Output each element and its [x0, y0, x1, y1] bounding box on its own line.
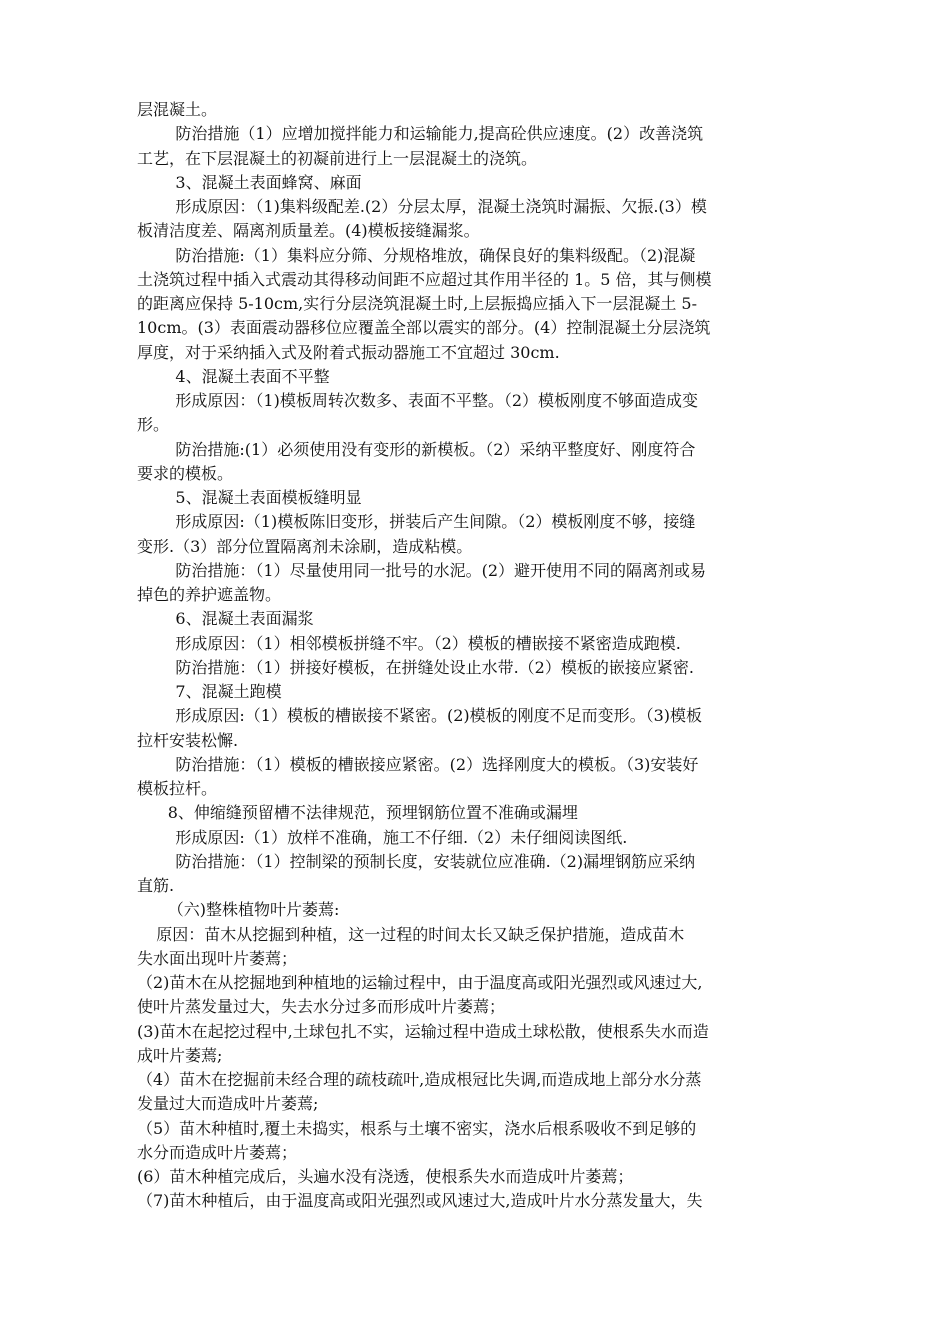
text-line: （2)苗木在从挖掘地到种植地的运输过程中，由于温度高或阳光强烈或风速过大, [137, 973, 703, 992]
text-line: 拉杆安装松懈. [137, 730, 239, 750]
text-line: 形成原因：（1)模板周转次数多、表面不平整。（2）模板刚度不够面造成变 [175, 391, 698, 410]
text-line: 层混凝土。 [137, 100, 218, 119]
text-line: 形成原因：（1)集料级配差.(2）分层太厚，混凝土浇筑时漏振、欠振.(3）模 [175, 197, 707, 216]
text-line: （7)苗木种植后，由于温度高或阳光强烈或风速过大,造成叶片水分蒸发量大，失 [137, 1191, 703, 1211]
text-line: 板清洁度差、隔离剂质量差。(4)模板接缝漏浆。 [137, 221, 480, 241]
text-line: 防治措施:(1）必须使用没有变形的新模板。（2）采纳平整度好、刚度符合 [175, 439, 696, 459]
text-line: （5）苗木种植时,覆土未捣实，根系与土壤不密实，浇水后根系吸收不到足够的 [137, 1118, 697, 1138]
text-line: (3)苗木在起挖过程中,土球包扎不实，运输过程中造成土球松散，使根系失水而造 [137, 1021, 709, 1041]
text-line: 成叶片萎蔫; [137, 1045, 223, 1065]
text-line: 防治措施：（1）控制梁的预制长度，安装就位应准确.（2)漏埋钢筋应采纳 [175, 851, 696, 871]
text-line: 防治措施（1）应增加搅拌能力和运输能力,提高砼供应速度。(2）改善浇筑 [175, 124, 704, 144]
text-line: 工艺，在下层混凝土的初凝前进行上一层混凝土的浇筑。 [137, 148, 538, 168]
text-line: 要求的模板。 [137, 463, 234, 483]
text-line: 5、混凝土表面模板缝明显 [175, 488, 362, 507]
text-line: 变形.（3）部分位置隔离剂未涂刷，造成粘模。 [137, 536, 473, 556]
text-line: 厚度，对于采纳插入式及附着式振动器施工不宜超过 30cm. [137, 342, 560, 362]
text-line: 发量过大而造成叶片萎蔫; [137, 1094, 319, 1114]
body-text [137, 98, 815, 1214]
text-line: 6、混凝土表面漏浆 [175, 609, 314, 629]
text-line: 土浇筑过程中插入式震动其得移动间距不应超过其作用半径的 1。5 倍，其与侧模 [137, 269, 712, 289]
text-line: 防治措施：（1）模板的槽嵌接应紧密。(2）选择刚度大的模板。（3)安装好 [175, 754, 699, 774]
text-line: （4）苗木在挖掘前未经合理的疏枝疏叶,造成根冠比失调,而造成地上部分水分蒸 [137, 1070, 702, 1089]
text-line: 防治措施：（1）尽量使用同一批号的水泥。(2）避开使用不同的隔离剂或易 [175, 560, 706, 580]
text-line: 形成原因：（1）相邻模板拼缝不牢。（2）模板的槽嵌接不紧密造成跑模. [175, 633, 681, 653]
text-line: 失水面出现叶片萎蔫； [137, 948, 298, 968]
text-line: 掉色的养护遮盖物。 [137, 585, 282, 604]
text-line: 4、混凝土表面不平整 [175, 366, 330, 386]
text-line: 防治措施:（1）集料应分筛、分规格堆放，确保良好的集料级配。（2)混凝 [175, 245, 696, 265]
text-line: 模板拉杆。 [137, 779, 218, 798]
text-line: 水分而造成叶片萎蔫； [137, 1142, 298, 1162]
text-line: 防治措施：（1）拼接好模板，在拼缝处设止水带.（2）模板的嵌接应紧密. [175, 657, 694, 677]
text-line: 形。 [137, 415, 170, 435]
text-line: 10cm。(3）表面震动器移位应覆盖全部以震实的部分。(4）控制混凝土分层浇筑 [137, 318, 711, 338]
text-line: （六)整株植物叶片萎蔫: [167, 900, 340, 920]
text-line: 的距离应保持 5-10cm,实行分层浇筑混凝土时,上层振捣应插入下一层混凝土 5- [137, 294, 698, 313]
text-line: 8、伸缩缝预留槽不法律规范，预埋钢筋位置不准确或漏埋 [167, 803, 578, 823]
text-line: 形成原因:（1）放样不准确，施工不仔细.（2）未仔细阅读图纸. [175, 827, 628, 847]
text-line: 形成原因:（1)模板陈旧变形，拼装后产生间隙。（2）模板刚度不够，接缝 [175, 512, 696, 532]
text-line: 7、混凝土跑模 [175, 682, 282, 701]
text-line: 形成原因:（1）模板的槽嵌接不紧密。(2)模板的刚度不足而变形。（3)模板 [175, 706, 703, 726]
text-line: 直筋. [137, 876, 175, 895]
text-line: (6）苗木种植完成后，头遍水没有浇透，使根系失水而造成叶片萎蔫； [137, 1167, 634, 1186]
text-line: 使叶片蒸发量过大，失去水分过多而形成叶片萎蔫； [137, 997, 506, 1017]
text-line: 原因：苗木从挖掘到种植，这一过程的时间太长又缺乏保护措施，造成苗木 [156, 924, 685, 944]
text-line: 3、混凝土表面蜂窝、麻面 [175, 172, 362, 192]
